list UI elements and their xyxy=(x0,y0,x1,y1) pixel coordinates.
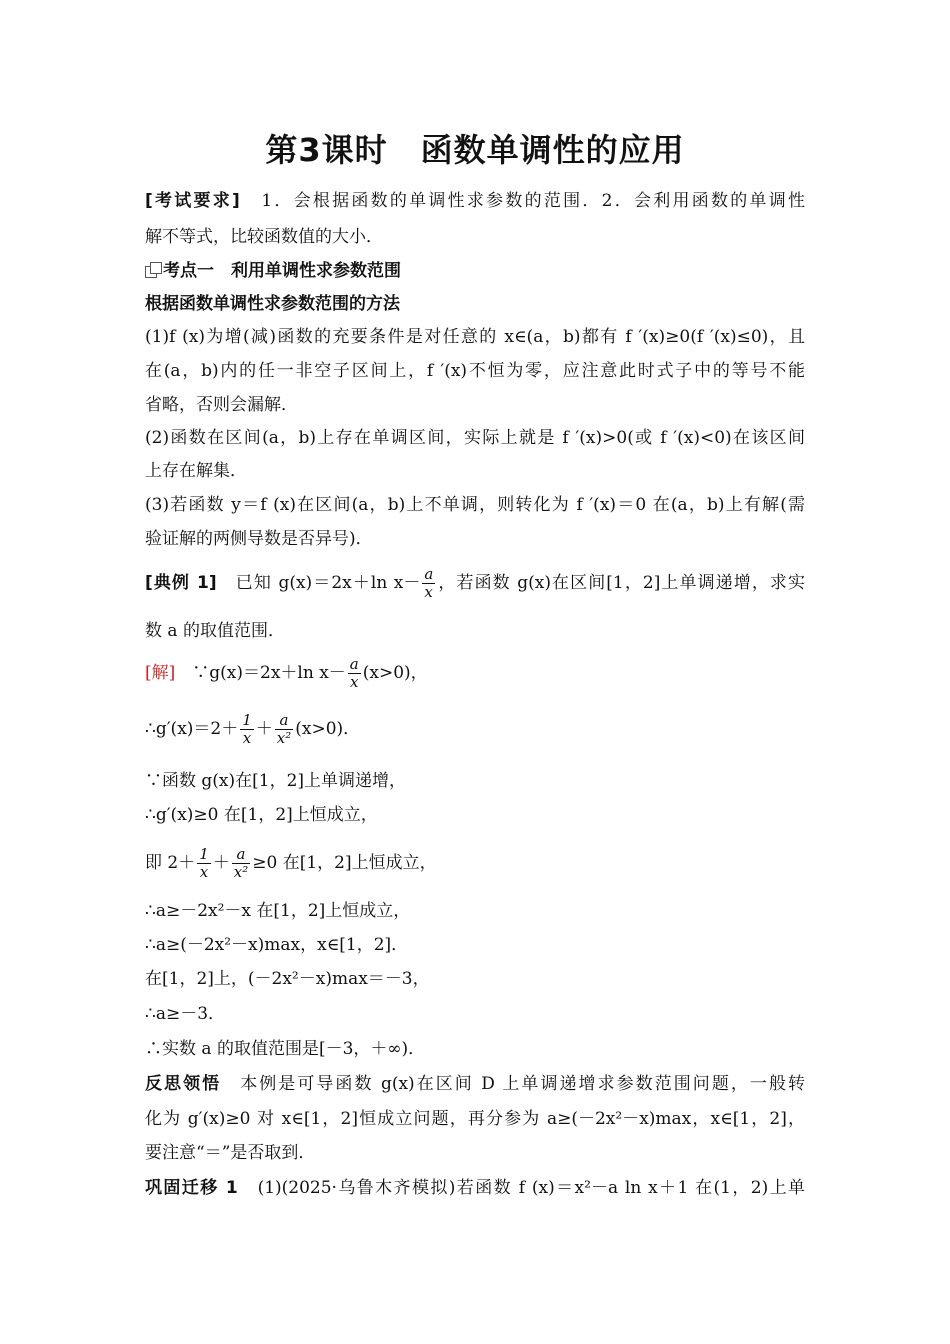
reflection-line-2: 化为 g′(x)≥0 对 x∈[1，2]恒成立问题，再分参为 a≥(－2x²－x)max，x∈[1，2]， xyxy=(145,1109,805,1129)
solution-fraction-5b: $\frac{a}{\text{x²}}$ xyxy=(233,845,249,881)
solution-fraction-5a: $\frac{1}{x}$ xyxy=(199,845,209,881)
example-label: [典例 1] xyxy=(145,573,217,593)
exam-requirement-label: [考试要求] xyxy=(145,191,240,211)
method-line-2: 在(a，b)内的任一非空子区间上，f ′(x)不恒为零，应注意此时式子中的等号不能 xyxy=(145,361,805,381)
solution-step-3: ∵函数 g(x)在[1，2]上单调递增， xyxy=(145,771,407,791)
method-line-6: (3)若函数 y＝f (x)在区间(a，b)上不单调，则转化为 f ′(x)＝0 在(a，b)上有解(需 xyxy=(145,495,805,515)
solution-step-5: 即 2＋ $\frac{1}{x}$ ＋ $\frac{a}{\text{x²}}$ ≥0 在[1，2]上恒成立， xyxy=(145,845,437,881)
solution-step-2: ∴g′(x)＝2＋ $\frac{1}{x}$ ＋ $\frac{a}{\text{x²}}$ (x>0)． xyxy=(145,711,361,747)
exam-requirement-line-1 xyxy=(145,190,805,212)
example-text-post: ，若函数 g(x)在区间[1，2]上单调递增，求实 xyxy=(437,573,805,593)
solution-step-10: ∴实数 a 的取值范围是[－3，＋∞)． xyxy=(145,1039,426,1059)
solution-fraction-2a: $\frac{1}{x}$ xyxy=(242,711,252,747)
method-line-1: (1)f (x)为增(减)函数的充要条件是对任意的 x∈(a，b)都有 f ′(x)≥0(f ′(x)≤0)，且 xyxy=(145,327,805,347)
solution-step-6: ∴a≥－2x²－x 在[1，2]上恒成立， xyxy=(145,901,411,921)
example-text-pre: 已知 g(x)＝2x＋ln x－ xyxy=(216,573,421,593)
method-line-5: 上存在解集． xyxy=(145,461,247,481)
solution-fraction-1: $\frac{a}{x}$ xyxy=(349,655,359,691)
example-line-1 xyxy=(145,566,805,601)
exam-requirement-text: 1．会根据函数的单调性求参数的范围．2．会利用函数的单调性 xyxy=(239,191,805,211)
solution-fraction-2b: $\frac{a}{\text{x²}}$ xyxy=(276,711,292,747)
solution-step-4: ∴g′(x)≥0 在[1，2]上恒成立， xyxy=(145,805,378,825)
practice-label: 巩固迁移 1 xyxy=(145,1178,238,1198)
reflection-line-3: 要注意“＝”是否取到． xyxy=(145,1143,316,1163)
reflection-label: 反思领悟 xyxy=(145,1074,222,1094)
solution-step-1: [解] ∵g(x)＝2x＋ln x－ $\frac{a}{x}$ (x>0)， xyxy=(145,655,428,691)
method-line-4: (2)函数在区间(a，b)上存在单调区间，实际上就是 f ′(x)>0(或 f ′(x)<0)在该区间 xyxy=(145,428,805,448)
example-line-2: 数 a 的取值范围． xyxy=(145,621,285,641)
section-heading xyxy=(145,260,805,282)
solution-step-9: ∴a≥－3． xyxy=(145,1004,226,1024)
page-title: 第3课时 函数单调性的应用 xyxy=(265,131,685,169)
method-line-7: 验证解的两侧导数是否异号)． xyxy=(145,529,373,549)
solution-label: [解] xyxy=(145,663,176,683)
method-heading: 根据函数单调性求参数范围的方法 xyxy=(145,294,400,314)
method-line-3: 省略，否则会漏解． xyxy=(145,395,298,415)
example-fraction: $\frac{a}{x}$ xyxy=(424,565,434,601)
solution-step-7: ∴a≥(－2x²－x)max，x∈[1，2]． xyxy=(145,935,409,955)
exam-requirement-line-2: 解不等式，比较函数值的大小． xyxy=(145,227,383,247)
section-icon xyxy=(145,262,161,278)
solution-step-8: 在[1，2]上，(－2x²－x)max＝－3， xyxy=(145,969,430,989)
practice-line-1: 巩固迁移 1 (1)(2025·乌鲁木齐模拟)若函数 f (x)＝x²－a ln x＋1 在(1，2)上单 xyxy=(145,1178,806,1198)
reflection-line-1: 反思领悟 本例是可导函数 g(x)在区间 D 上单调递增求参数范围问题，一般转 xyxy=(145,1074,806,1094)
section-heading-text: 考点一 利用单调性求参数范围 xyxy=(163,261,401,281)
